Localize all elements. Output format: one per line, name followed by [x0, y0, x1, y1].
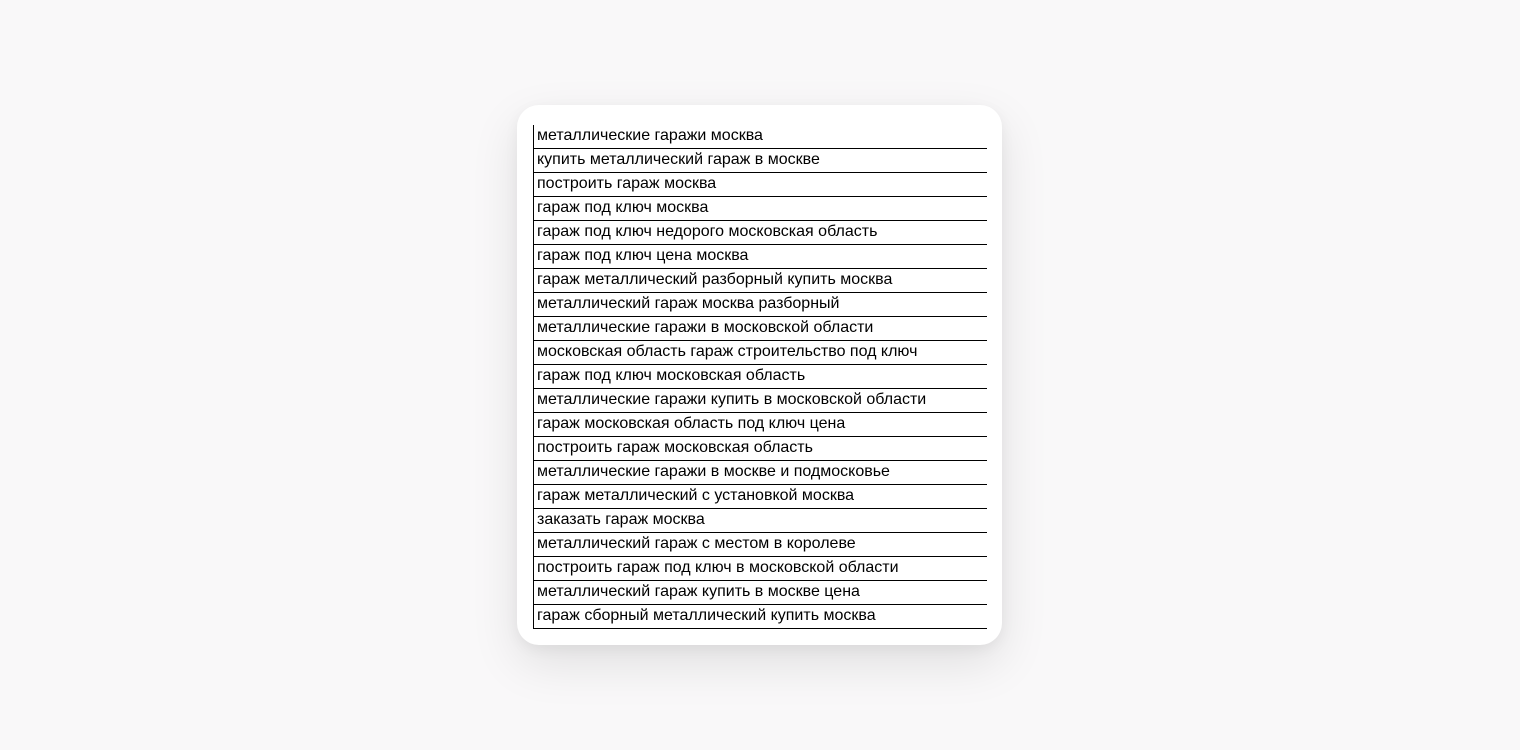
table-row: гараж металлический разборный купить москва [534, 269, 987, 293]
table-row: гараж под ключ цена москва [534, 245, 987, 269]
table-row: московская область гараж строительство под ключ [534, 341, 987, 365]
table-row: металлические гаражи москва [534, 125, 987, 149]
table-row: гараж сборный металлический купить москва [534, 605, 987, 629]
table-row: гараж московская область под ключ цена [534, 413, 987, 437]
table-row: построить гараж под ключ в московской области [534, 557, 987, 581]
table-row: купить металлический гараж в москве [534, 149, 987, 173]
table-row: построить гараж московская область [534, 437, 987, 461]
table-row: металлические гаражи купить в московской области [534, 389, 987, 413]
table-row: построить гараж москва [534, 173, 987, 197]
table-row: металлический гараж с местом в королеве [534, 533, 987, 557]
table-row: гараж металлический с установкой москва [534, 485, 987, 509]
table-row: заказать гараж москва [534, 509, 987, 533]
keyword-card [517, 105, 1002, 645]
table-row: металлические гаражи в москве и подмосковье [534, 461, 987, 485]
table-row: металлические гаражи в московской области [534, 317, 987, 341]
table-row: гараж под ключ московская область [534, 365, 987, 389]
table-row: металлический гараж купить в москве цена [534, 581, 987, 605]
table-row: металлический гараж москва разборный [534, 293, 987, 317]
table-row: гараж под ключ недорого московская область [534, 221, 987, 245]
keyword-table [533, 125, 987, 629]
table-row: гараж под ключ москва [534, 197, 987, 221]
